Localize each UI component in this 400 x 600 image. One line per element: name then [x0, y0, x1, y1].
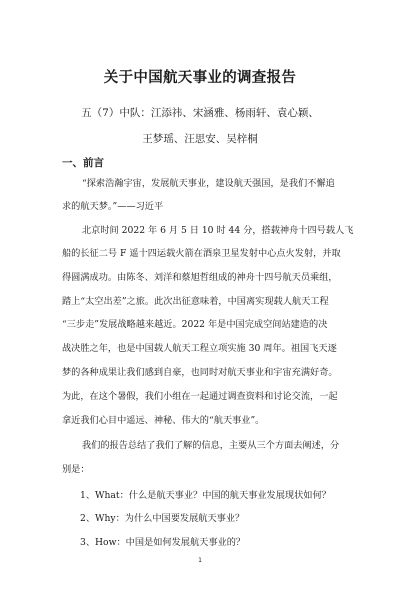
authors-line-2: 王梦瑶、汪思安、吴梓桐 — [142, 133, 258, 145]
paragraph-line: 为此，在这个暑假，我们小组在一起通过调查资料和讨论交流，一起 — [62, 391, 338, 402]
paragraph-line: 得圆满成功。由陈冬、刘洋和蔡旭哲组成的神舟十四号航天员乘组， — [62, 272, 338, 283]
paragraph-line: “三步走”发展战略越来越近。2022 年是中国完成空间站建造的决 — [62, 319, 328, 330]
question-item: 1、What：什么是航天事业？中国的航天事业发展现状如何？ — [80, 490, 331, 501]
question-item: 2、Why：为什么中国要发展航天事业？ — [80, 513, 245, 524]
paragraph-line: 我们的报告总结了我们了解的信息，主要从三个方面去阐述，分 — [82, 440, 340, 451]
quote-line-2: 求的航天梦。”——习近平 — [62, 201, 164, 212]
paragraph-line: 船的长征二号 F 遥十四运载火箭在酒泉卫星发射中心点火发射，并取 — [62, 248, 341, 259]
section-heading: 一、前言 — [62, 157, 104, 169]
question-item: 3、How：中国是如何发展航天事业的？ — [80, 537, 246, 548]
paragraph-line: 战决胜之年，也是中国载人航天工程立项实施 30 周年。祖国飞天逐 — [62, 343, 337, 354]
authors-line-1: 五（7）中队：江添祎、宋涵雅、杨雨轩、袁心颖、 — [81, 107, 319, 119]
quote-line-1: “探索浩瀚宇宙，发展航天事业，建设航天强国，是我们不懈追 — [82, 178, 335, 189]
paragraph-line: 梦的各种成果让我们感到自豪，也同时对航天事业和宇宙充满好奇。 — [62, 367, 338, 378]
report-title: 关于中国航天事业的调查报告 — [103, 70, 297, 86]
paragraph-line: 别是： — [62, 464, 90, 475]
paragraph-line: 北京时间 2022 年 6 月 5 日 10 时 44 分，搭载神舟十四号载人飞 — [82, 225, 354, 236]
page-number: 1 — [198, 557, 202, 564]
paragraph-line: 踏上“太空出差”之旅。此次出征意味着，中国离实现载人航天工程 — [62, 296, 329, 307]
paragraph-line: 拿近我们心目中遥远、神秘、伟大的“航天事业”。 — [62, 415, 265, 426]
